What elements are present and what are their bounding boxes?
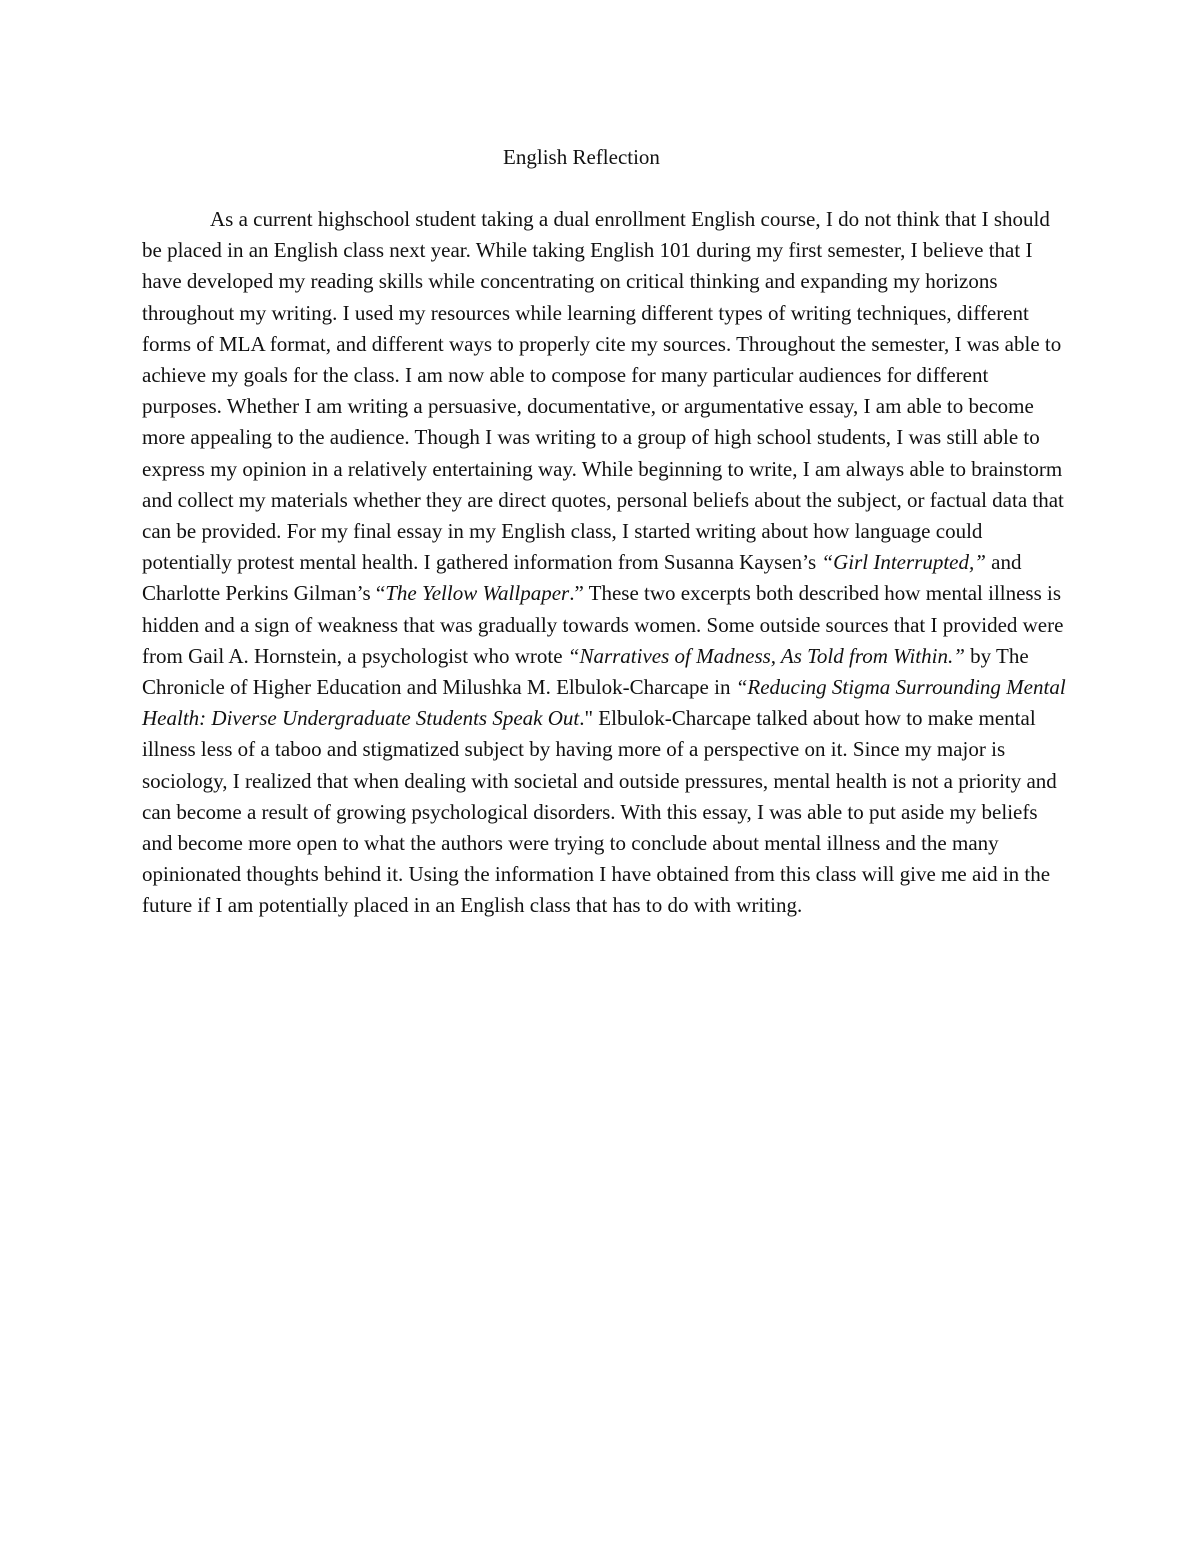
- italic-title-reducing-stigma: “Reducing Stigma Surrounding Mental Health: Diverse Undergraduate Students Speak Out: [142, 675, 1066, 731]
- italic-title-yellow-wallpaper: The Yellow Wallpaper: [385, 581, 570, 606]
- body-paragraph: [142, 204, 1067, 922]
- body-text-run: .” These two excerpts both described how mental illness is hidden and a sign of weakness that was gradually towards women. Some outside sources that I provided were from Gail A. Hornstein, a psychologist who wrote: [142, 581, 1064, 668]
- document-title: English Reflection: [503, 145, 660, 169]
- italic-title-narratives-of-madness: “Narratives of Madness, As Told from Within.”: [567, 643, 965, 668]
- body-text-run: As a current highschool student taking a dual enrollment English course, I do not think that I should be placed in an English class next year. While taking English 101 during my first semester, I believe that I have developed my reading skills while concentrating on critical thinking and expanding my horizons throughout my writing. I used my resources while learning different types of writing techniques, different forms of MLA format, and different ways to properly cite my sources. Throughout the semester, I was able to achieve my goals for the class. I am now able to compose for many particular audiences for different purposes. Whether I am writing a persuasive, documentative, or argumentative essay, I am able to become more appealing to the audience. Though I was writing to a group of high school students, I was still able to express my opinion in a relatively entertaining way. While beginning to write, I am always able to brainstorm and collect my materials whether they are direct quotes, personal beliefs about the subject, or factual data that can be provided. For my final essay in my English class, I started writing about how language could potentially protest mental health. I gathered information from Susanna Kaysen’s: [142, 207, 1064, 575]
- body-text-run: ." Elbulok-Charcape talked about how to make mental illness less of a taboo and stigmatized subject by having more of a perspective on it. Since my major is sociology, I realized that when dealing with societal and outside pressures, mental health is not a priority and can become a result of growing psychological disorders. With this essay, I was able to put aside my beliefs and become more open to what the authors were trying to conclude about mental illness and the many opinionated thoughts behind it. Using the information I have obtained from this class will give me aid in the future if I am potentially placed in an English class that has to do with writing.: [142, 706, 1057, 918]
- italic-title-girl-interrupted: “Girl Interrupted,”: [821, 550, 986, 575]
- body-text-run: and Charlotte Perkins Gilman’s “: [142, 550, 1022, 606]
- body-text-run: by The Chronicle of Higher Education and Milushka M. Elbulok-Charcape in: [142, 643, 1029, 700]
